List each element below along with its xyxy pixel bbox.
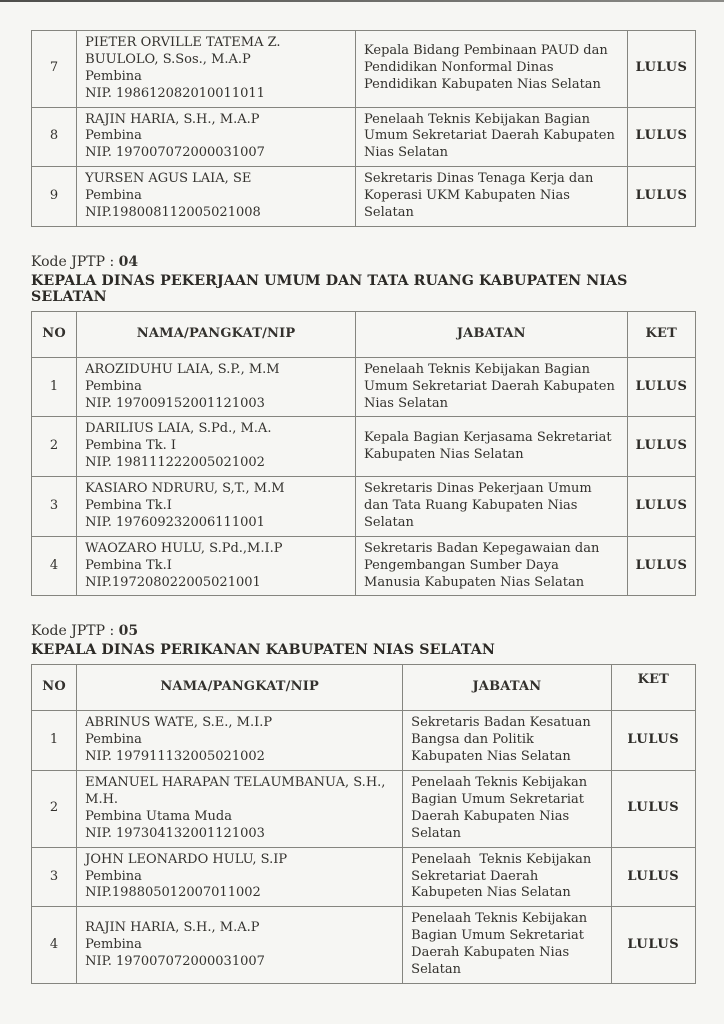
header-ket: KET [627, 311, 695, 357]
table-row [32, 536, 696, 596]
status-lulus: LULUS [635, 128, 688, 144]
nama-line: EMANUEL HARAPAN TELAUMBANUA, S.H., M.H. [85, 775, 386, 807]
nama-line: PIETER ORVILLE TATEMA Z. BUULOLO, S.Sos., M.A.P [85, 35, 281, 67]
row-number-cell: 3 [32, 477, 77, 537]
row-number-cell: 4 [32, 907, 77, 984]
nip-line: NIP.197208022005021001 [85, 574, 261, 590]
nip-line: NIP. 198111222005021002 [85, 455, 265, 471]
nama-pangkat-nip-cell [77, 711, 403, 771]
nip-line: NIP. 198612082010011011 [85, 85, 265, 101]
nip-line: NIP.198008112005021008 [85, 205, 261, 221]
kode-label: Kode JPTP : [31, 623, 115, 640]
row-number-cell: 8 [32, 107, 77, 167]
nama-line: RAJIN HARIA, S.H., M.A.P [85, 111, 260, 127]
status-lulus: LULUS [627, 732, 680, 748]
header-jabatan: JABATAN [356, 311, 628, 357]
jabatan-cell: Sekretaris Dinas Tenaga Kerja dan Koperasi UKM Kabupaten Nias Selatan [356, 167, 628, 227]
jabatan-cell: Penelaah Teknis Kebijakan Bagian Umum Sekretariat Daerah Kabupaten Nias Selatan [356, 107, 628, 167]
table-row [32, 477, 696, 537]
ket-cell [627, 31, 695, 108]
pangkat-line: Pembina Tk.I [85, 498, 172, 514]
ket-cell [627, 477, 695, 537]
nama-line: JOHN LEONARDO HULU, S.IP [85, 851, 288, 867]
nama-line: ABRINUS WATE, S.E., M.I.P [85, 715, 273, 731]
jabatan-cell: Kepala Bidang Pembinaan PAUD dan Pendidikan Nonformal Dinas Pendidikan Kabupaten Nias Selatan [356, 31, 628, 108]
pangkat-line: Pembina [85, 936, 142, 952]
nama-line: AROZIDUHU LAIA, S.P., M.M [85, 361, 280, 377]
kode-jptp-line [31, 254, 696, 270]
results-table-continuation [31, 30, 696, 227]
jabatan-cell: Penelaah Teknis Kebijakan Bagian Umum Sekretariat Daerah Kabupaten Nias Selatan [356, 357, 628, 417]
ket-cell [611, 711, 695, 771]
kode-value: 05 [118, 623, 139, 640]
row-number-cell: 9 [32, 167, 77, 227]
nama-pangkat-nip-cell [77, 167, 356, 227]
ket-cell [627, 536, 695, 596]
row-number-cell: 1 [32, 711, 77, 771]
jabatan-cell: Sekretaris Badan Kesatuan Bangsa dan Politik Kabupaten Nias Selatan [403, 711, 611, 771]
table-row [32, 167, 696, 227]
nama-pangkat-nip-cell [77, 536, 356, 596]
document-page [31, 0, 696, 984]
table-header-row [32, 311, 696, 357]
jabatan-cell: Penelaah Teknis Kebijakan Bagian Umum Sekretariat Daerah Kabupaten Nias Selatan [403, 907, 611, 984]
pangkat-line: Pembina Utama Muda [85, 808, 232, 824]
nip-line: NIP. 197009152001121003 [85, 395, 265, 411]
pangkat-line: Pembina [85, 868, 142, 884]
row-number-cell: 2 [32, 771, 77, 848]
nama-pangkat-nip-cell [77, 417, 356, 477]
nama-pangkat-nip-cell [77, 31, 356, 108]
kode-jptp-line [31, 623, 696, 639]
pangkat-line: Pembina [85, 732, 142, 748]
nip-line: NIP.198805012007011002 [85, 885, 261, 901]
nip-line: NIP. 197007072000031007 [85, 953, 265, 969]
pangkat-line: Pembina [85, 188, 142, 204]
table-row [32, 771, 696, 848]
ket-cell [627, 357, 695, 417]
status-lulus: LULUS [635, 498, 688, 514]
nama-line: KASIARO NDRURU, S,T., M.M [85, 481, 285, 497]
status-lulus: LULUS [635, 60, 688, 76]
status-lulus: LULUS [627, 868, 680, 884]
nama-line: DARILIUS LAIA, S.Pd., M.A. [85, 421, 272, 437]
table-row [32, 847, 696, 907]
status-lulus: LULUS [627, 936, 680, 952]
ket-cell [627, 167, 695, 227]
nama-pangkat-nip-cell [77, 107, 356, 167]
nama-line: RAJIN HARIA, S.H., M.A.P [85, 919, 260, 935]
nama-pangkat-nip-cell [77, 477, 356, 537]
nip-line: NIP. 197911132005021002 [85, 749, 265, 765]
results-table-jptp-04 [31, 311, 696, 597]
header-no: NO [32, 665, 77, 711]
kode-value: 04 [118, 253, 139, 270]
row-number-cell: 1 [32, 357, 77, 417]
table-row [32, 107, 696, 167]
jabatan-cell: Penelaah Teknis Kebijakan Bagian Umum Sekretariat Daerah Kabupaten Nias Selatan [403, 771, 611, 848]
jabatan-cell: Penelaah Teknis Kebijakan Sekretariat Daerah Kabupeten Nias Selatan [403, 847, 611, 907]
jabatan-cell: Kepala Bagian Kerjasama Sekretariat Kabupaten Nias Selatan [356, 417, 628, 477]
nama-line: WAOZARO HULU, S.Pd.,M.I.P [85, 540, 283, 556]
pangkat-line: Pembina Tk.I [85, 557, 172, 573]
section-jptp-04 [31, 254, 696, 597]
status-lulus: LULUS [627, 800, 680, 816]
pangkat-line: Pembina [85, 68, 142, 84]
status-lulus: LULUS [635, 438, 688, 454]
nama-line: YURSEN AGUS LAIA, SE [85, 171, 252, 187]
status-lulus: LULUS [635, 188, 688, 204]
status-lulus: LULUS [635, 557, 688, 573]
ket-cell [611, 847, 695, 907]
nip-line: NIP. 197609232006111001 [85, 514, 265, 530]
header-nama-pangkat-nip: NAMA/PANGKAT/NIP [77, 665, 403, 711]
jabatan-cell: Sekretaris Dinas Pekerjaan Umum dan Tata Ruang Kabupaten Nias Selatan [356, 477, 628, 537]
nama-pangkat-nip-cell [77, 771, 403, 848]
nama-pangkat-nip-cell [77, 907, 403, 984]
header-nama-pangkat-nip: NAMA/PANGKAT/NIP [77, 311, 356, 357]
pangkat-line: Pembina Tk. I [85, 438, 177, 454]
table-row [32, 711, 696, 771]
section-title: KEPALA DINAS PEKERJAAN UMUM DAN TATA RUANG KABUPATEN NIAS SELATAN [31, 272, 628, 305]
ket-cell [627, 107, 695, 167]
table-header-row [32, 665, 696, 711]
pangkat-line: Pembina [85, 128, 142, 144]
row-number-cell: 2 [32, 417, 77, 477]
status-lulus: LULUS [635, 378, 688, 394]
table-row [32, 417, 696, 477]
header-ket: KET [611, 665, 695, 711]
nama-pangkat-nip-cell [77, 847, 403, 907]
header-jabatan: JABATAN [403, 665, 611, 711]
nama-pangkat-nip-cell [77, 357, 356, 417]
header-no: NO [32, 311, 77, 357]
section-title: KEPALA DINAS PERIKANAN KABUPATEN NIAS SELATAN [31, 642, 495, 659]
ket-cell [627, 417, 695, 477]
section-jptp-05 [31, 623, 696, 983]
kode-label: Kode JPTP : [31, 253, 115, 270]
continuation-table-section [31, 30, 696, 227]
nip-line: NIP. 197304132001121003 [85, 825, 265, 841]
row-number-cell: 4 [32, 536, 77, 596]
nip-line: NIP. 197007072000031007 [85, 145, 265, 161]
row-number-cell: 3 [32, 847, 77, 907]
table-row [32, 907, 696, 984]
row-number-cell: 7 [32, 31, 77, 108]
jabatan-cell: Sekretaris Badan Kepegawaian dan Pengembangan Sumber Daya Manusia Kabupaten Nias Selatan [356, 536, 628, 596]
table-row [32, 357, 696, 417]
ket-cell [611, 771, 695, 848]
table-row [32, 31, 696, 108]
results-table-jptp-05 [31, 664, 696, 983]
ket-cell [611, 907, 695, 984]
pangkat-line: Pembina [85, 378, 142, 394]
